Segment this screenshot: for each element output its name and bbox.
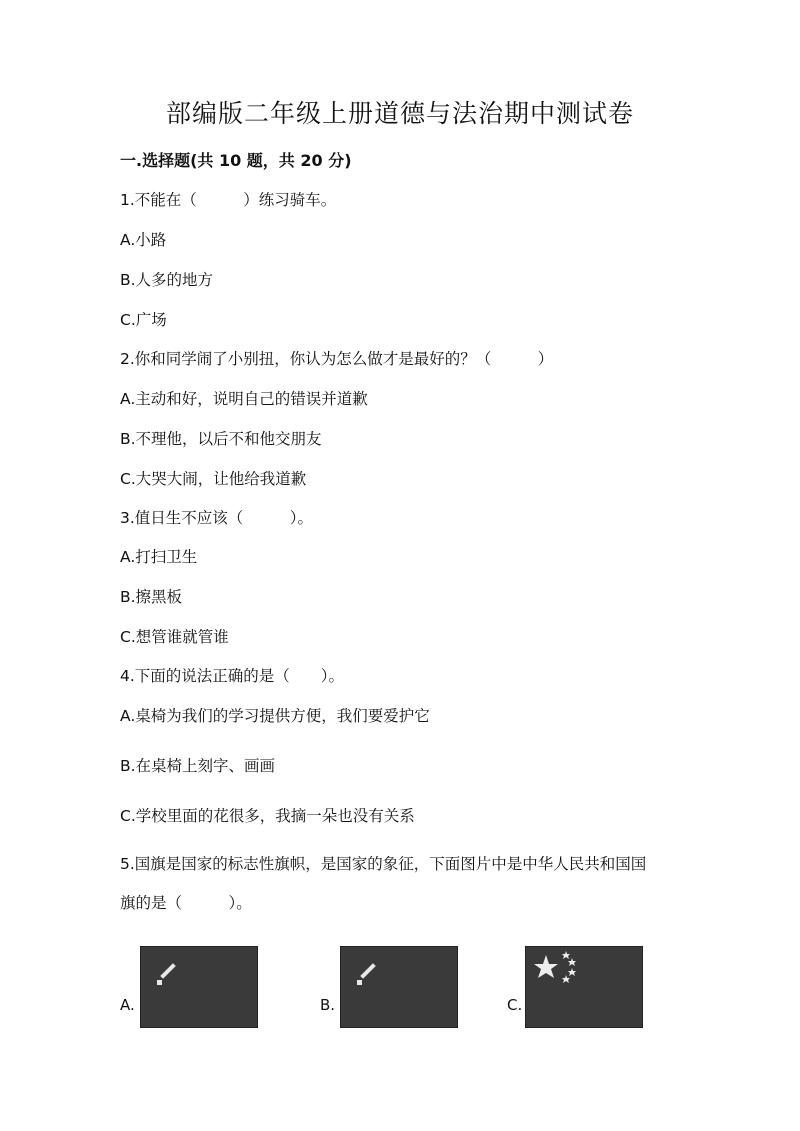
question-3-stem: 3.值日生不应该（ ）。 xyxy=(120,509,314,527)
question-5-stem-line-1: 5.国旗是国家的标志性旗帜，是国家的象征，下面图片中是中华人民共和国国 xyxy=(120,855,647,873)
question-2-option-a: A.主动和好，说明自己的错误并道歉 xyxy=(120,390,368,408)
question-4-option-b: B.在桌椅上刻字、画画 xyxy=(120,757,276,775)
question-5-option-a-label: A. xyxy=(120,996,135,1014)
question-3-option-c: C.想管谁就管谁 xyxy=(120,628,229,646)
question-2-option-c: C.大哭大闹，让他给我道歉 xyxy=(120,470,307,488)
party-flag-icon xyxy=(140,946,258,1028)
question-1-option-a: A.小路 xyxy=(120,231,167,249)
question-1-stem: 1.不能在（ ）练习骑车。 xyxy=(120,191,337,209)
question-5-option-b-label: B. xyxy=(320,996,336,1014)
question-3-option-b: B.擦黑板 xyxy=(120,588,183,606)
question-2-option-b: B.不理他，以后不和他交朋友 xyxy=(120,430,322,448)
page-title: 部编版二年级上册道德与法治期中测试卷 xyxy=(165,99,634,128)
question-2-stem: 2.你和同学闹了小别扭，你认为怎么做才是最好的？（ ） xyxy=(120,350,554,368)
question-4-option-a: A.桌椅为我们的学习提供方便，我们要爱护它 xyxy=(120,707,430,725)
section-heading: 一.选择题(共 10 题，共 20 分) xyxy=(120,151,352,170)
question-3-option-a: A.打扫卫生 xyxy=(120,548,198,566)
question-5-stem-line-2: 旗的是（ ）。 xyxy=(120,894,252,912)
question-5-image-options xyxy=(120,946,680,1030)
question-4-option-c: C.学校里面的花很多，我摘一朵也没有关系 xyxy=(120,807,415,825)
question-1-option-b: B.人多的地方 xyxy=(120,271,214,289)
question-4-stem: 4.下面的说法正确的是（ ）。 xyxy=(120,667,345,685)
question-5-option-c-label: C. xyxy=(507,996,523,1014)
party-flag-icon xyxy=(340,946,458,1028)
national-flag-icon xyxy=(525,946,643,1028)
question-1-option-c: C.广场 xyxy=(120,311,167,329)
